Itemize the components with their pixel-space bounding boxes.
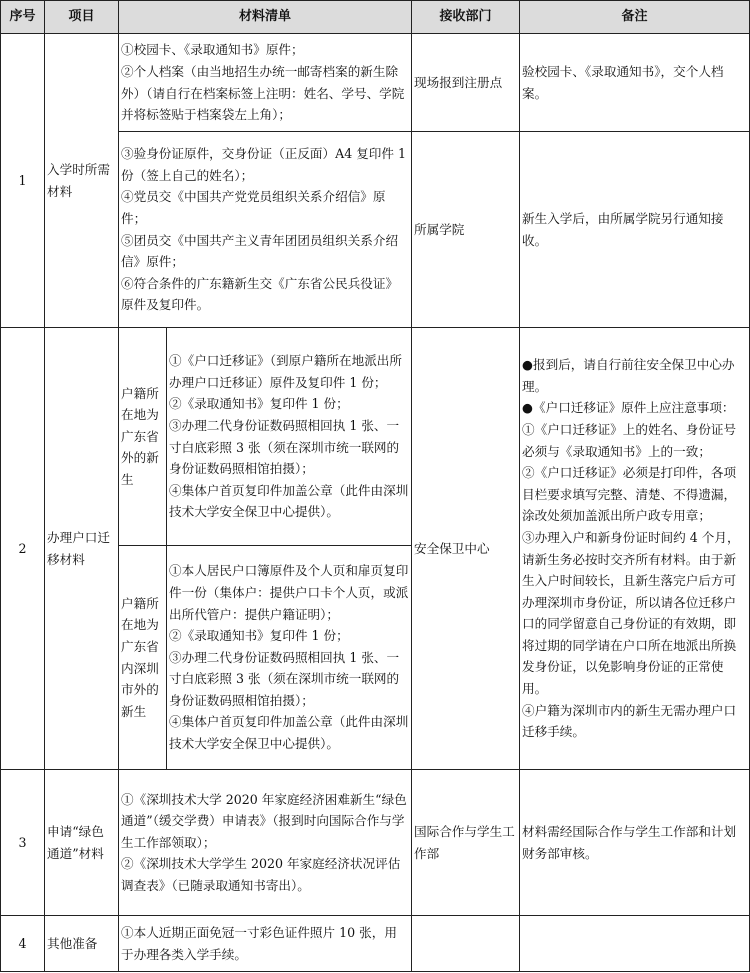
material-line: ④集体户首页复印件加盖公章（此件由深圳技术大学安全保卫中心提供）。 xyxy=(169,714,409,752)
note-line: ②《户口迁移证》必须是打印件，各项目栏要求填写完整、清楚、不得遗漏，涂改处须加盖派出所户政专用章； xyxy=(522,465,737,524)
note-line: ●报到后，请自行前往安全保卫中心办理。 xyxy=(522,357,735,394)
table-row xyxy=(1,916,750,972)
table-row xyxy=(1,770,750,916)
header-materials: 材料清单 xyxy=(119,1,412,34)
dept-cell: 现场报到注册点 xyxy=(412,34,520,132)
material-line: ⑥符合条件的广东籍新生交《广东省公民兵役证》原件及复印件。 xyxy=(121,275,399,313)
header-seq: 序号 xyxy=(1,1,45,34)
material-line: ①本人近期正面免冠一寸彩色证件照片 10 张，用于办理各类入学手续。 xyxy=(121,924,397,962)
row-seq: 4 xyxy=(1,916,45,972)
material-line: ②《录取通知书》复印件 1 份； xyxy=(169,396,349,412)
notes-cell xyxy=(520,328,750,770)
dept-cell xyxy=(412,916,520,972)
row-seq: 2 xyxy=(1,328,45,770)
material-line: ②《录取通知书》复印件 1 份； xyxy=(169,628,349,644)
materials-cell xyxy=(167,328,412,546)
material-line: ①校园卡、《录取通知书》原件； xyxy=(121,42,304,58)
notes-cell: 验校园卡、《录取通知书》，交个人档案。 xyxy=(520,34,750,132)
header-notes: 备注 xyxy=(520,1,750,34)
material-line: ①《深圳技术大学 2020 年家庭经济困难新生“绿色通道”（缓交学费）申请表》（报到时向国际合作与学生工作部领取）； xyxy=(121,791,407,850)
material-line: ③办理二代身份证数码照相回执 1 张、一寸白底彩照 3 张（须在深圳市统一联网的身份证数码照相馆拍摄）； xyxy=(169,417,400,477)
material-line: ①《户口迁移证》（到原户籍所在地派出所办理户口迁移证）原件及复印件 1 份； xyxy=(169,353,402,390)
material-line: ④集体户首页复印件加盖公章（此件由深圳技术大学安全保卫中心提供）。 xyxy=(169,482,409,520)
materials-cell xyxy=(119,916,412,972)
household-subgroup-label: 户籍所在地为广东省外的新生 xyxy=(119,328,167,546)
material-line: ①本人居民户口簿原件及个人页和扉页复印件一份（集体户：提供户口卡个人页，或派出所代管户：提供户籍证明）； xyxy=(169,563,409,622)
row-item: 申请“绿色通道”材料 xyxy=(45,770,119,916)
notes-cell xyxy=(520,916,750,972)
material-line: ④党员交《中国共产党党员组织关系介绍信》原件； xyxy=(121,189,386,226)
note-line: ①《户口迁移证》上的姓名、身份证号必须与《录取通知书》上的一致； xyxy=(522,421,737,459)
header-dept: 接收部门 xyxy=(412,1,520,34)
material-line: ②个人档案（由当地招生办统一邮寄档案的新生除外）（请自行在档案标签上注明：姓名、学号、学院并将标签贴于档案袋左上角）； xyxy=(121,63,405,123)
note-line: ③办理入户和新身份证时间约 4 个月，请新生务必按时交齐所有材料。由于新生入户时间较长，且新生落完户后方可办理深圳市身份证，所以请各位迁移户口的同学留意自己身份证的有效期，即将过期的同学请在户口所在地派出所换发身份证，以免影响身份证的正常使用。 xyxy=(522,529,740,697)
table-row xyxy=(1,328,750,546)
material-line: ③办理二代身份证数码照相回执 1 张、一寸白底彩照 3 张（须在深圳市统一联网的身份证数码照相馆拍摄）； xyxy=(169,649,400,708)
materials-cell xyxy=(119,770,412,916)
materials-cell xyxy=(119,132,412,328)
material-line: ②《深圳技术大学学生 2020 年家庭经济状况评估调查表》（已随录取通知书寄出）。 xyxy=(121,856,401,893)
material-line: ③验身份证原件，交身份证（正反面）A4 复印件 1 份（签上自己的姓名）； xyxy=(121,146,407,183)
header-row xyxy=(1,1,750,34)
note-line: ●《户口迁移证》原件上应注意事项： xyxy=(522,400,735,416)
row-item: 办理户口迁移材料 xyxy=(45,328,119,770)
dept-cell: 所属学院 xyxy=(412,132,520,328)
notes-cell: 新生入学后，由所属学院另行通知接收。 xyxy=(520,132,750,328)
notes-cell: 材料需经国际合作与学生工作部和计划财务部审核。 xyxy=(520,770,750,916)
row-item: 入学时所需材料 xyxy=(45,34,119,328)
materials-cell xyxy=(119,34,412,132)
dept-cell: 国际合作与学生工作部 xyxy=(412,770,520,916)
household-subgroup-label: 户籍所在地为广东省内深圳市外的新生 xyxy=(119,546,167,770)
row-seq: 1 xyxy=(1,34,45,328)
materials-cell xyxy=(167,546,412,770)
material-line: ⑤团员交《中国共产主义青年团团员组织关系介绍信》原件； xyxy=(121,232,399,270)
row-item: 其他准备 xyxy=(45,916,119,972)
note-line: ④户籍为深圳市内的新生无需办理户口迁移手续。 xyxy=(522,702,737,740)
header-item: 项目 xyxy=(45,1,119,34)
table-row xyxy=(1,34,750,132)
dept-cell: 安全保卫中心 xyxy=(412,328,520,770)
row-seq: 3 xyxy=(1,770,45,916)
